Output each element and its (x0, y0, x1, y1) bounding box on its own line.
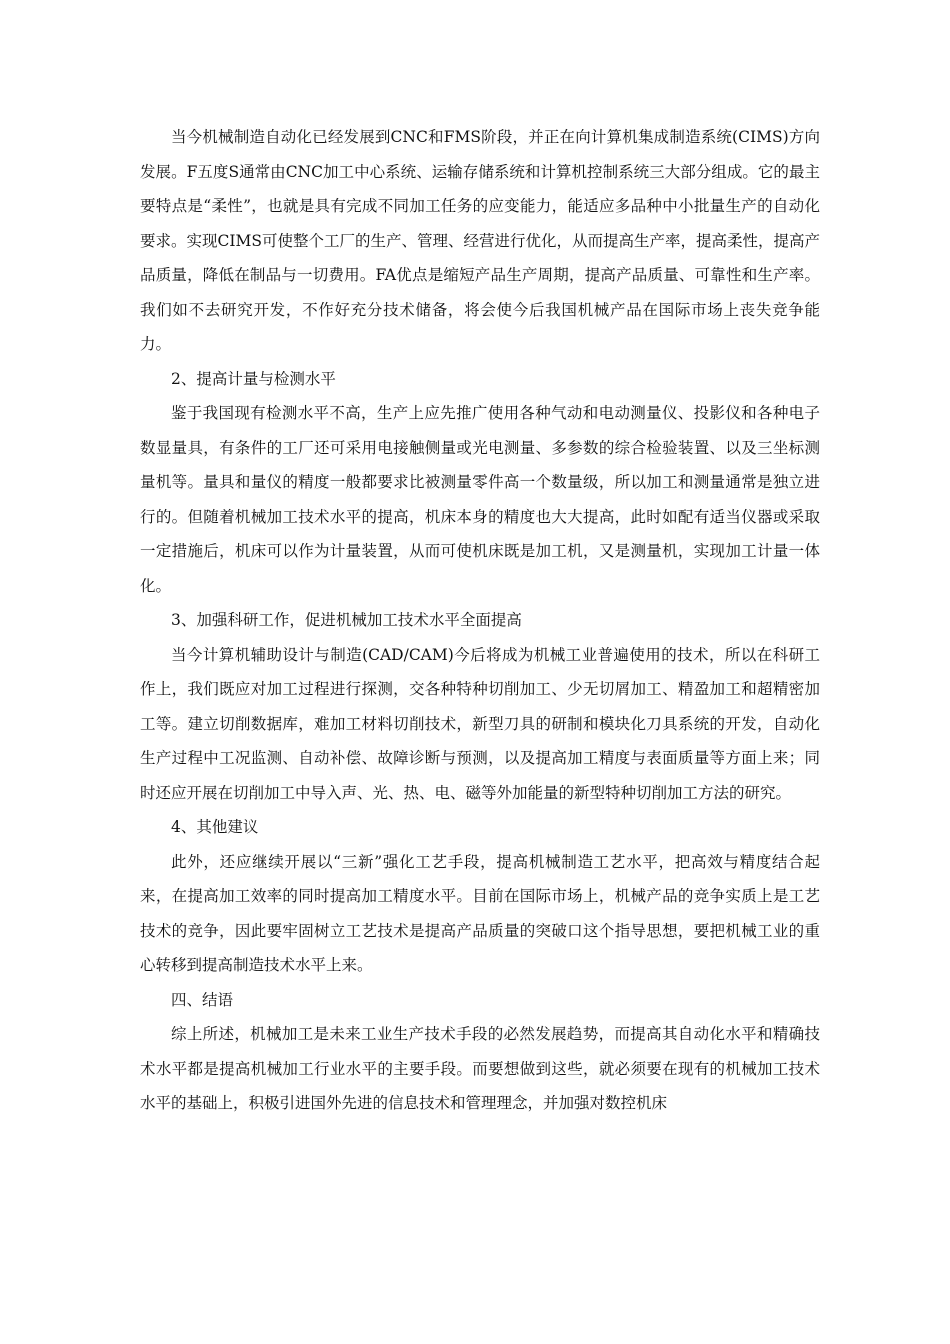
heading-measurement: 2、提高计量与检测水平 (171, 369, 336, 388)
heading-research: 3、加强科研工作，促进机械加工技术水平全面提高 (171, 611, 522, 629)
paragraph-automation: 当今机械制造自动化已经发展到CNC和FMS阶段，并正在向计算机集成制造系统(CIMS)方向发展。F五度S通常由CNC加工中心系统、运输存储系统和计算机控制系统三大部分组成。它的最主要特点是“柔性”，也就是具有完成不同加工任务的应变能力，能适应多品种中小批量生产的自动化要求。实现CIMS可使整个工厂的生产、管理、经营进行优化，从而提高生产率，提高柔性，提高产品质量，降低在制品与一切费用。FA优点是缩短产品生产周期，提高产品质量、可靠性和生产率。我们如不去研究开发，不作好充分技术储备，将会使今后我国机械产品在国际市场上丧失竞争能力。 (140, 128, 820, 353)
heading-other-suggestions: 4、其他建议 (171, 818, 259, 836)
paragraph-measurement: 鉴于我国现有检测水平不高，生产上应先推广使用各种气动和电动测量仪、投影仪和各种电子数显量具，有条件的工厂还可采用电接触侧量或光电测量、多参数的综合检验装置、以及三坐标测量机等。量具和量仪的精度一般都要求比被测量零件高一个数量级，所以加工和测量通常是独立进行的。但随着机械加工技术水平的提高，机床本身的精度也大大提高，此时如配有适当仪器或采取一定措施后，机床可以作为计量装置，从而可使机床既是加工机，又是测量机，实现加工计量一体化。 (140, 404, 820, 595)
heading-conclusion: 四、结语 (171, 990, 234, 1009)
paragraph-other-suggestions: 此外，还应继续开展以“三新”强化工艺手段，提高机械制造工艺水平，把高效与精度结合起来，在提高加工效率的同时提高加工精度水平。目前在国际市场上，机械产品的竞争实质上是工艺技术的竞争，因此要牢固树立工艺技术是提高产品质量的突破口这个指导思想，要把机械工业的重心转移到提高制造技术水平上来。 (140, 852, 820, 974)
paragraph-conclusion: 综上所述，机械加工是未来工业生产技术手段的必然发展趋势，而提高其自动化水平和精确技术水平都是提高机械加工行业水平的主要手段。而要想做到这些，就必须要在现有的机械加工技术水平的基础上，积极引进国外先进的信息技术和管理理念，并加强对数控机床 (140, 1025, 820, 1112)
document-body (140, 120, 820, 1121)
paragraph-research: 当今计算机辅助设计与制造(CAD/CAM)今后将成为机械工业普遍使用的技术，所以在科研工作上，我们既应对加工过程进行探测，交各种特种切削加工、少无切屑加工、精盈加工和超精密加工等。建立切削数据库，难加工材料切削技术，新型刀具的研制和模块化刀具系统的开发，自动化生产过程中工况监测、自动补偿、故障诊断与预测，以及提高加工精度与表面质量等方面上来；同时还应开展在切削加工中导入声、光、热、电、磁等外加能量的新型特种切削加工方法的研究。 (140, 645, 820, 802)
